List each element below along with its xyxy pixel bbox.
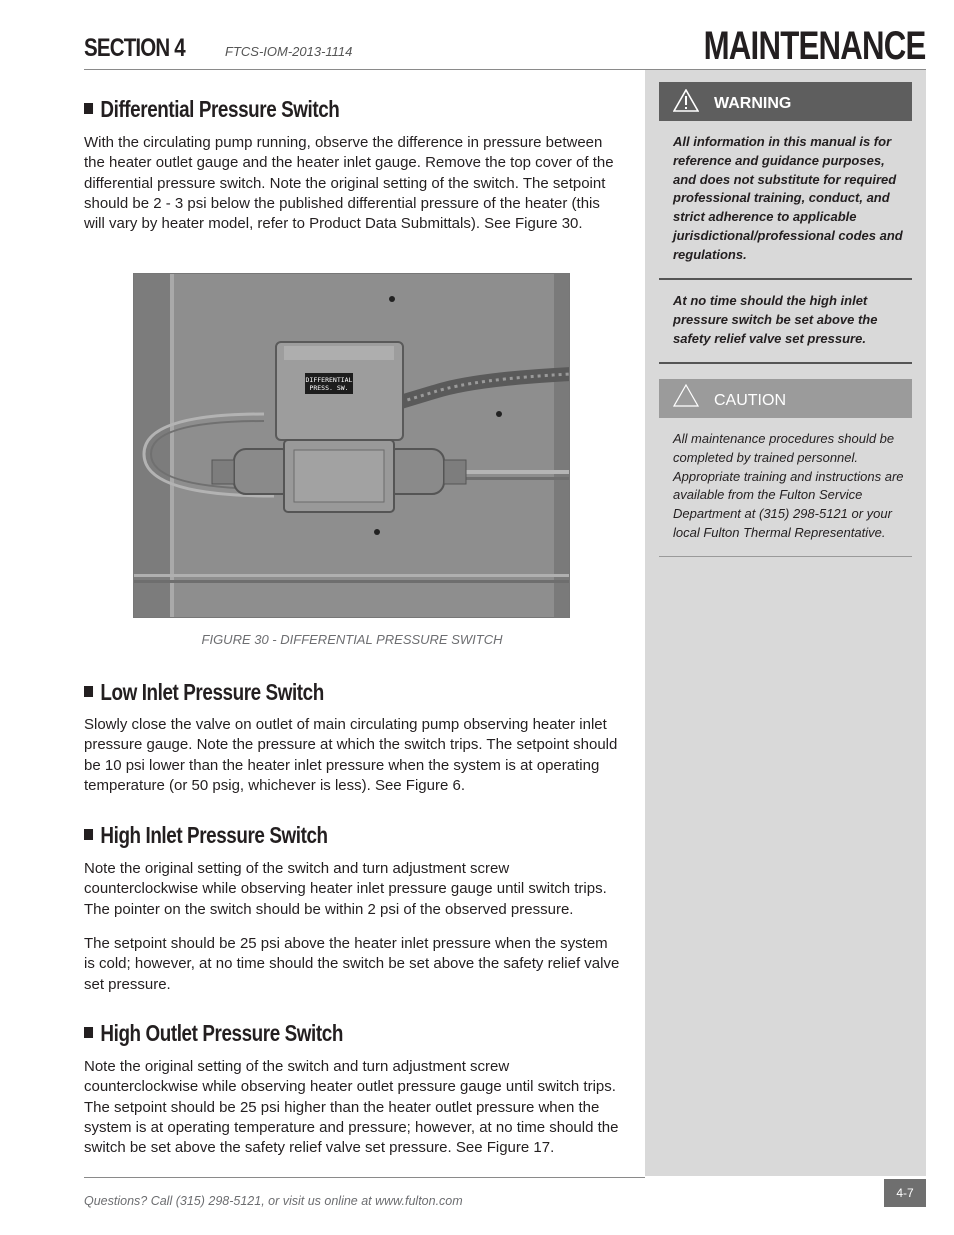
section-number: SECTION 4 [84,34,185,62]
heading-high-inlet-pressure-switch: High Inlet Pressure Switch [84,822,328,849]
warning-header [659,82,912,121]
pressure-switch-illustration [134,274,570,618]
caution-bottom-rule [659,556,912,557]
warning-title: WARNING [714,95,792,112]
paragraph-high-outlet-pressure-switch: Note the original setting of the switch and turn adjustment screw counterclockwise while observing heater outlet pressure gauge until switch trips. The setpoint should be 25 psi higher than the heater outlet pressure when the system is at operating temperature and pressure; however, at no time should the switch be set above the safety relief valve set pressure. See Figure 17. [84,1058,619,1157]
heading-differential-pressure-switch: Differential Pressure Switch [84,96,339,123]
caution-text: All maintenance procedures should be completed by trained personnel. Appropriate training and instructions are available from the Fulton Service Department at (315) 298-5121 or your local Fulton Thermal Representative. [673,431,904,540]
caution-header [659,379,912,418]
paragraph-differential-pressure-switch: With the circulating pump running, observe the difference in pressure between the heater outlet gauge and the heater inlet gauge. Remove the top cover of the differential pressure switch. Note the original setting of the switch. The setpoint should be 2 - 3 psi below the published differential pressure of the heater (this will vary by heater model, refer to Product Data Submittals). See Figure 30. [84,134,614,233]
paragraph-high-inlet-pressure-switch-1: Note the original setting of the switch and turn adjustment screw counterclockwise while observing heater inlet pressure gauge until switch trips. The pointer on the switch should be within 2 psi of the observed pressure. [84,860,607,918]
caution-title: CAUTION [714,392,786,409]
page-number: 4-7 [884,1179,926,1207]
footer-rule [84,1177,645,1178]
page-header [84,24,926,70]
square-bullet-icon [84,103,93,114]
figure-caption: FIGURE 30 - DIFFERENTIAL PRESSURE SWITCH [201,632,503,647]
warning-triangle-icon [673,89,699,112]
warning-bottom-rule [659,362,912,364]
square-bullet-icon [84,686,93,697]
warning-text-general: All information in this manual is for reference and guidance purposes, and does not substitute for required professional training, conduct, and strict adherence to applicable jurisdictional/professional codes and regulations. [673,134,903,262]
paragraph-low-inlet-pressure-switch: Slowly close the valve on outlet of main circulating pump observing heater inlet pressure gauge. Note the pressure at which the switch trips. The setpoint should be 10 psi lower than the heater inlet pressure when the system is at operating temperature (or 50 psig, whichever is less). See Figure 6. [84,716,618,794]
figure-label-line1: DIFFERENTIAL [305,376,353,384]
warning-divider [659,278,912,280]
document-code: FTCS-IOM-2013-1114 [225,44,353,59]
caution-triangle-icon [673,384,699,407]
square-bullet-icon [84,829,93,840]
figure-label-line2: PRESS. SW. [309,384,349,392]
square-bullet-icon [84,1027,93,1038]
heading-high-outlet-pressure-switch: High Outlet Pressure Switch [84,1020,343,1047]
warning-text-inlet: At no time should the high inlet pressure switch be set above the safety relief valve set pressure. [673,293,878,346]
paragraph-high-inlet-pressure-switch-2: The setpoint should be 25 psi above the heater inlet pressure when the system is cold; however, at no time should the switch be set above the safety relief valve set pressure. [84,935,620,993]
heading-low-inlet-pressure-switch: Low Inlet Pressure Switch [84,679,324,706]
footer-contact: Questions? Call (315) 298-5121, or visit us online at www.fulton.com [84,1194,463,1208]
figure-differential-pressure-switch-photo [133,273,570,618]
chapter-title: MAINTENANCE [704,24,926,68]
